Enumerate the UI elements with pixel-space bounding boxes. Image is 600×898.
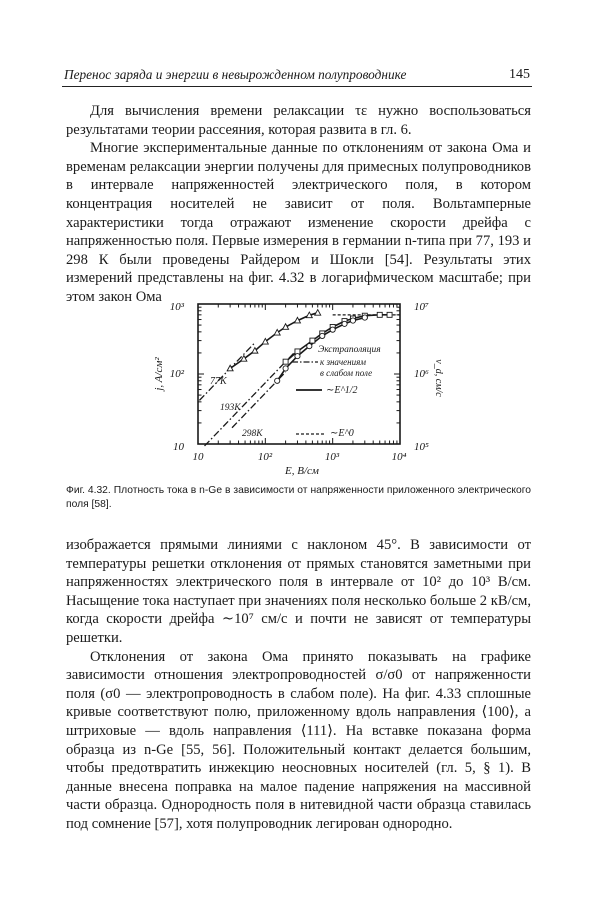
page-number: 145 [509, 67, 530, 82]
data-point-square [283, 359, 288, 364]
x-tick-label: 10⁴ [391, 451, 407, 463]
data-point-triangle [315, 310, 321, 316]
data-point-square [387, 312, 392, 317]
data-point-circle [362, 315, 367, 320]
right-axis-label: v_d, см/с [433, 359, 444, 397]
caption-label: Фиг. 4.32. [66, 485, 111, 496]
paragraph: Отклонения от закона Ома принято показывать на графике зависимости отношения электропроводностей σ/σ0 от напряженности поля (σ0 — электропроводность в слабом поле). На фиг. 4.33 сплошные кривые соответствуют полю, приложенному вдоль направления ⟨100⟩, а штриховые — вдоль направления ⟨111⟩. На вставке показана форма образца из n-Ge [55, 56]. Положительный контакт делается большим, чтобы предотвратить инжекцию неосновных носителей (гл. 5, § 1). В данные внесена поправка на малое падение напряжения на массивной части образца. Однородность поля в нитевидной части образца ставилась под сомнение [57], хотя полупроводник легирован однородно. [66, 648, 531, 832]
data-point-square [377, 312, 382, 317]
legend-line-3: в слабом поле [320, 368, 373, 378]
y-axis-label: j, A/см² [153, 357, 165, 391]
current-density-chart [150, 296, 450, 476]
data-point-circle [283, 366, 288, 371]
legend-solid-label: ∼E^1/2 [326, 385, 358, 396]
right-tick-label: 10⁵ [414, 441, 429, 453]
legend-dashed-label: ∼E^0 [330, 428, 354, 439]
ohmic-extrapolation-77k [199, 343, 254, 401]
body-text-top [66, 102, 531, 307]
curve-label-77k: 77K [210, 376, 227, 387]
x-tick-label: 10² [257, 451, 273, 463]
data-point-circle [330, 327, 335, 332]
left-tick-label: 10² [169, 368, 184, 380]
left-tick-label: 10 [173, 441, 184, 453]
figure-4-32 [150, 296, 450, 476]
paragraph: Для вычисления времени релаксации τε нужно воспользоваться результатами теории рассеяния, которая развита в гл. 6. [66, 103, 531, 138]
data-point-circle [307, 344, 312, 349]
data-point-square [310, 338, 315, 343]
legend [292, 345, 381, 439]
data-point-circle [350, 318, 355, 323]
body-text-bottom [66, 536, 531, 834]
left-tick-label: 10³ [169, 301, 184, 313]
data-point-circle [275, 378, 280, 383]
curve-label-193k: 193K [220, 403, 241, 413]
paragraph-continued: изображается прямыми линиями с наклоном 45°. В зависимости от температуры решетки отклонения от прямых становятся заметными при напряженностях электрического поля в интервале от 10² до 10³ В/см. Насыщение тока наступает при значениях поля несколько больше 2 кВ/см, когда скорости дрейфа ∼10⁷ см/с и почти не зависят от температуры решетки. [66, 537, 531, 646]
running-title: Перенос заряда и энергии в невырожденном полупроводнике [64, 67, 407, 82]
caption-text: Плотность тока в n-Ge в зависимости от напряженности приложенного электрического поля [58]. [66, 485, 531, 510]
x-axis-label: E, В/см [285, 465, 319, 477]
right-tick-label: 10⁷ [414, 301, 429, 313]
running-header [62, 64, 532, 87]
figure-caption [66, 484, 531, 512]
data-point-circle [342, 321, 347, 326]
x-tick-label: 10³ [324, 451, 340, 463]
legend-title: Экстраполяция [318, 345, 381, 355]
legend-line-2: к значениям [320, 357, 366, 367]
x-tick-label: 10 [192, 451, 204, 463]
data-point-circle [320, 333, 325, 338]
paragraph: Многие экспериментальные данные по отклонениям от закона Ома и временам релаксации энергии получены для примесных полупроводников в интервале напряженностей электрического поля, в котором концентрация носителей не зависит от поля. Вольтамперные характеристики тогда отражают изменение скорости дрейфа с напряженностью поля. Первые измерения в германии n-типа при 77, 193 и 298 К были проведены Райдером и Шокли [54]. Результаты этих измерений представлены на фиг. 4.32 в логарифмическом масштабе; при этом закон Ома [66, 140, 531, 305]
data-point-circle [295, 354, 300, 359]
right-tick-label: 10⁶ [414, 368, 429, 380]
curve-label-298k: 298K [242, 429, 263, 439]
